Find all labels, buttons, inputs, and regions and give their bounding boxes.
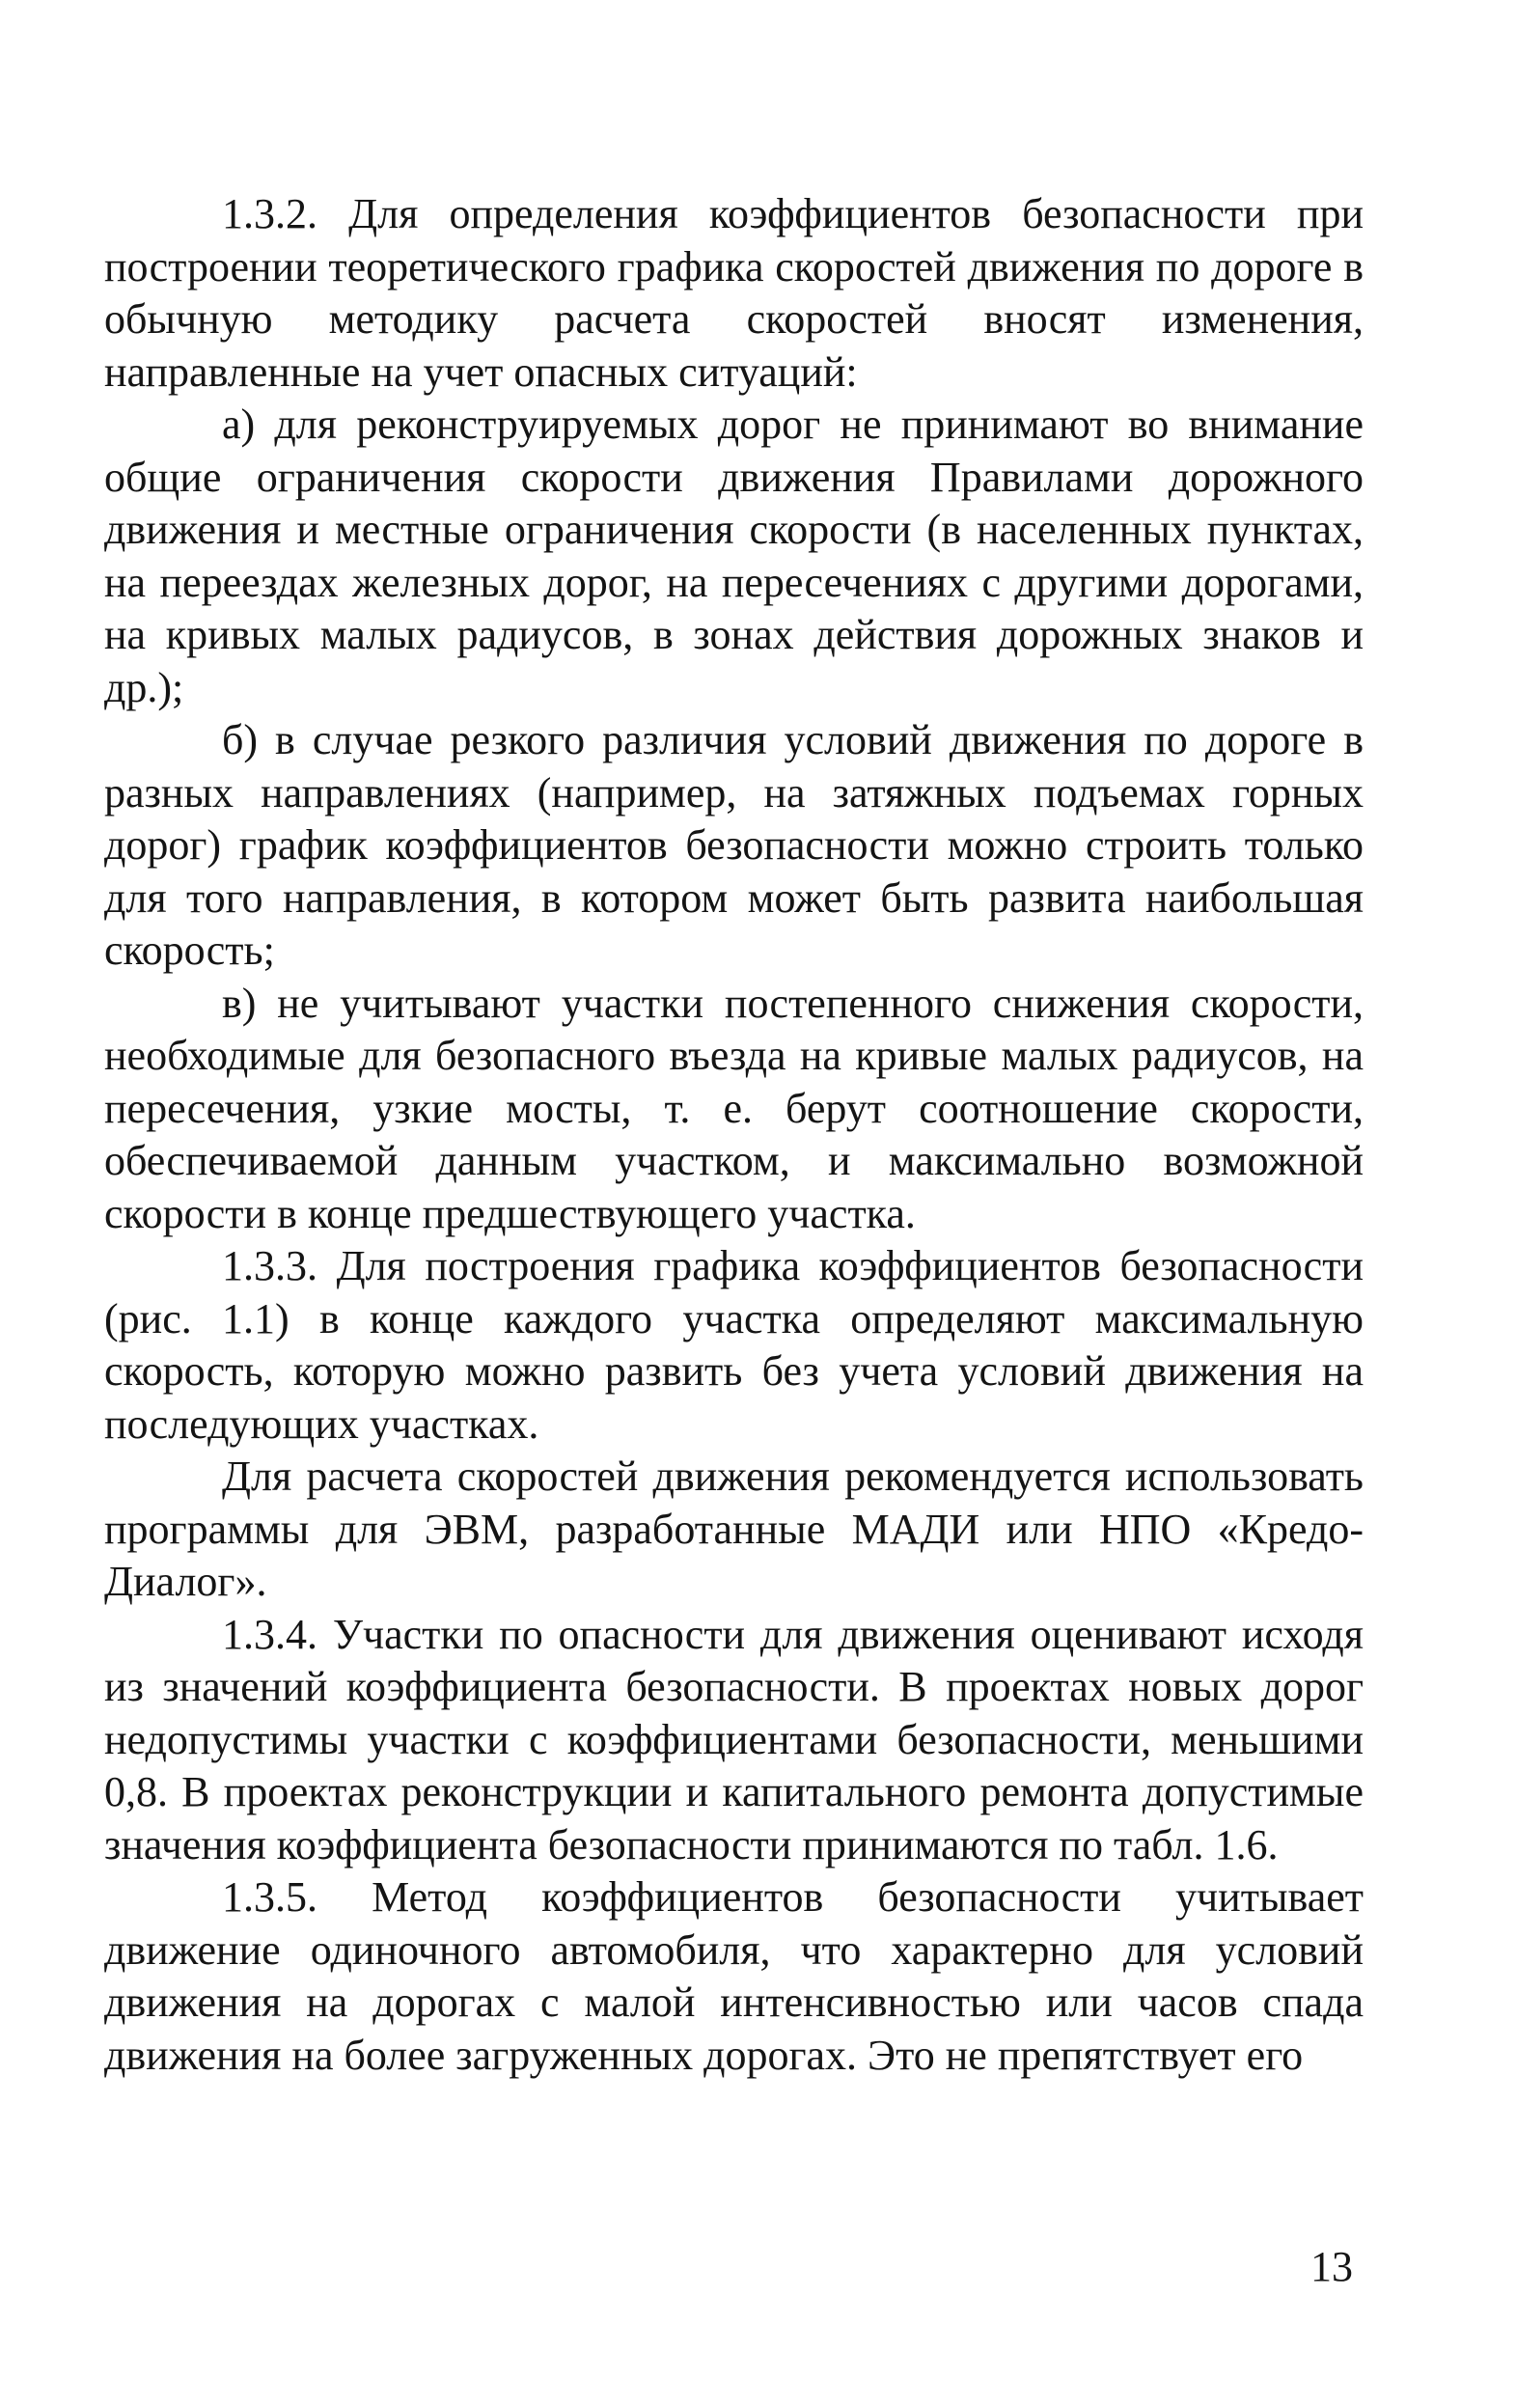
paragraph-item-a: а) для реконструируемых дорог не принимают во внимание общие ограничения скорости движения Правилами дорожного движения и местные ограничения скорости (в населенных пунктах, на переездах железных дорог, на пересечениях с другими дорогами, на кривых малых радиусов, в зонах действия дорожных знаков и др.); (104, 401, 1364, 711)
paragraph-1-3-4: 1.3.4. Участки по опасности для движения оценивают исходя из значений коэффициента безопасности. В проектах новых дорог недопустимы участки с коэффициентами безопасности, меньшими 0,8. В проектах реконструкции и капитального ремонта допустимые значения коэффициента безопасности принимаются по табл. 1.6. (104, 1610, 1364, 1868)
paragraph-1-3-3: 1.3.3. Для построения графика коэффициентов безопасности (рис. 1.1) в конце каждого участка определяют максимальную скорость, которую можно развить без учета условий движения на последующих участках. (104, 1242, 1364, 1448)
page-number: 13 (1310, 2243, 1353, 2290)
paragraph-software-note: Для расчета скоростей движения рекомендуется использовать программы для ЭВМ, разработанные МАДИ или НПО «Кредо-Диалог». (104, 1453, 1364, 1605)
page-body (104, 188, 1364, 2082)
paragraph-1-3-2: 1.3.2. Для определения коэффициентов безопасности при построении теоретического графика скоростей движения по дороге в обычную методику расчета скоростей вносят изменения, направленные на учет опасных ситуаций: (104, 190, 1364, 396)
paragraph-item-b: б) в случае резкого различия условий движения по дороге в разных направлениях (например, на затяжных подъемах горных дорог) график коэффициентов безопасности можно строить только для того направления, в котором может быть развита наибольшая скорость; (104, 716, 1364, 974)
paragraph-item-v: в) не учитывают участки постепенного снижения скорости, необходимые для безопасного въезда на кривые малых радиусов, на пересечения, узкие мосты, т. е. берут соотношение скорости, обеспечиваемой данным участком, и максимально возможной скорости в конце предшествующего участка. (104, 979, 1364, 1237)
paragraph-1-3-5: 1.3.5. Метод коэффициентов безопасности учитывает движение одиночного автомобиля, что характерно для условий движения на дорогах с малой интенсивностью или часов спада движения на более загруженных дорогах. Это не препятствует его (104, 1873, 1364, 2079)
